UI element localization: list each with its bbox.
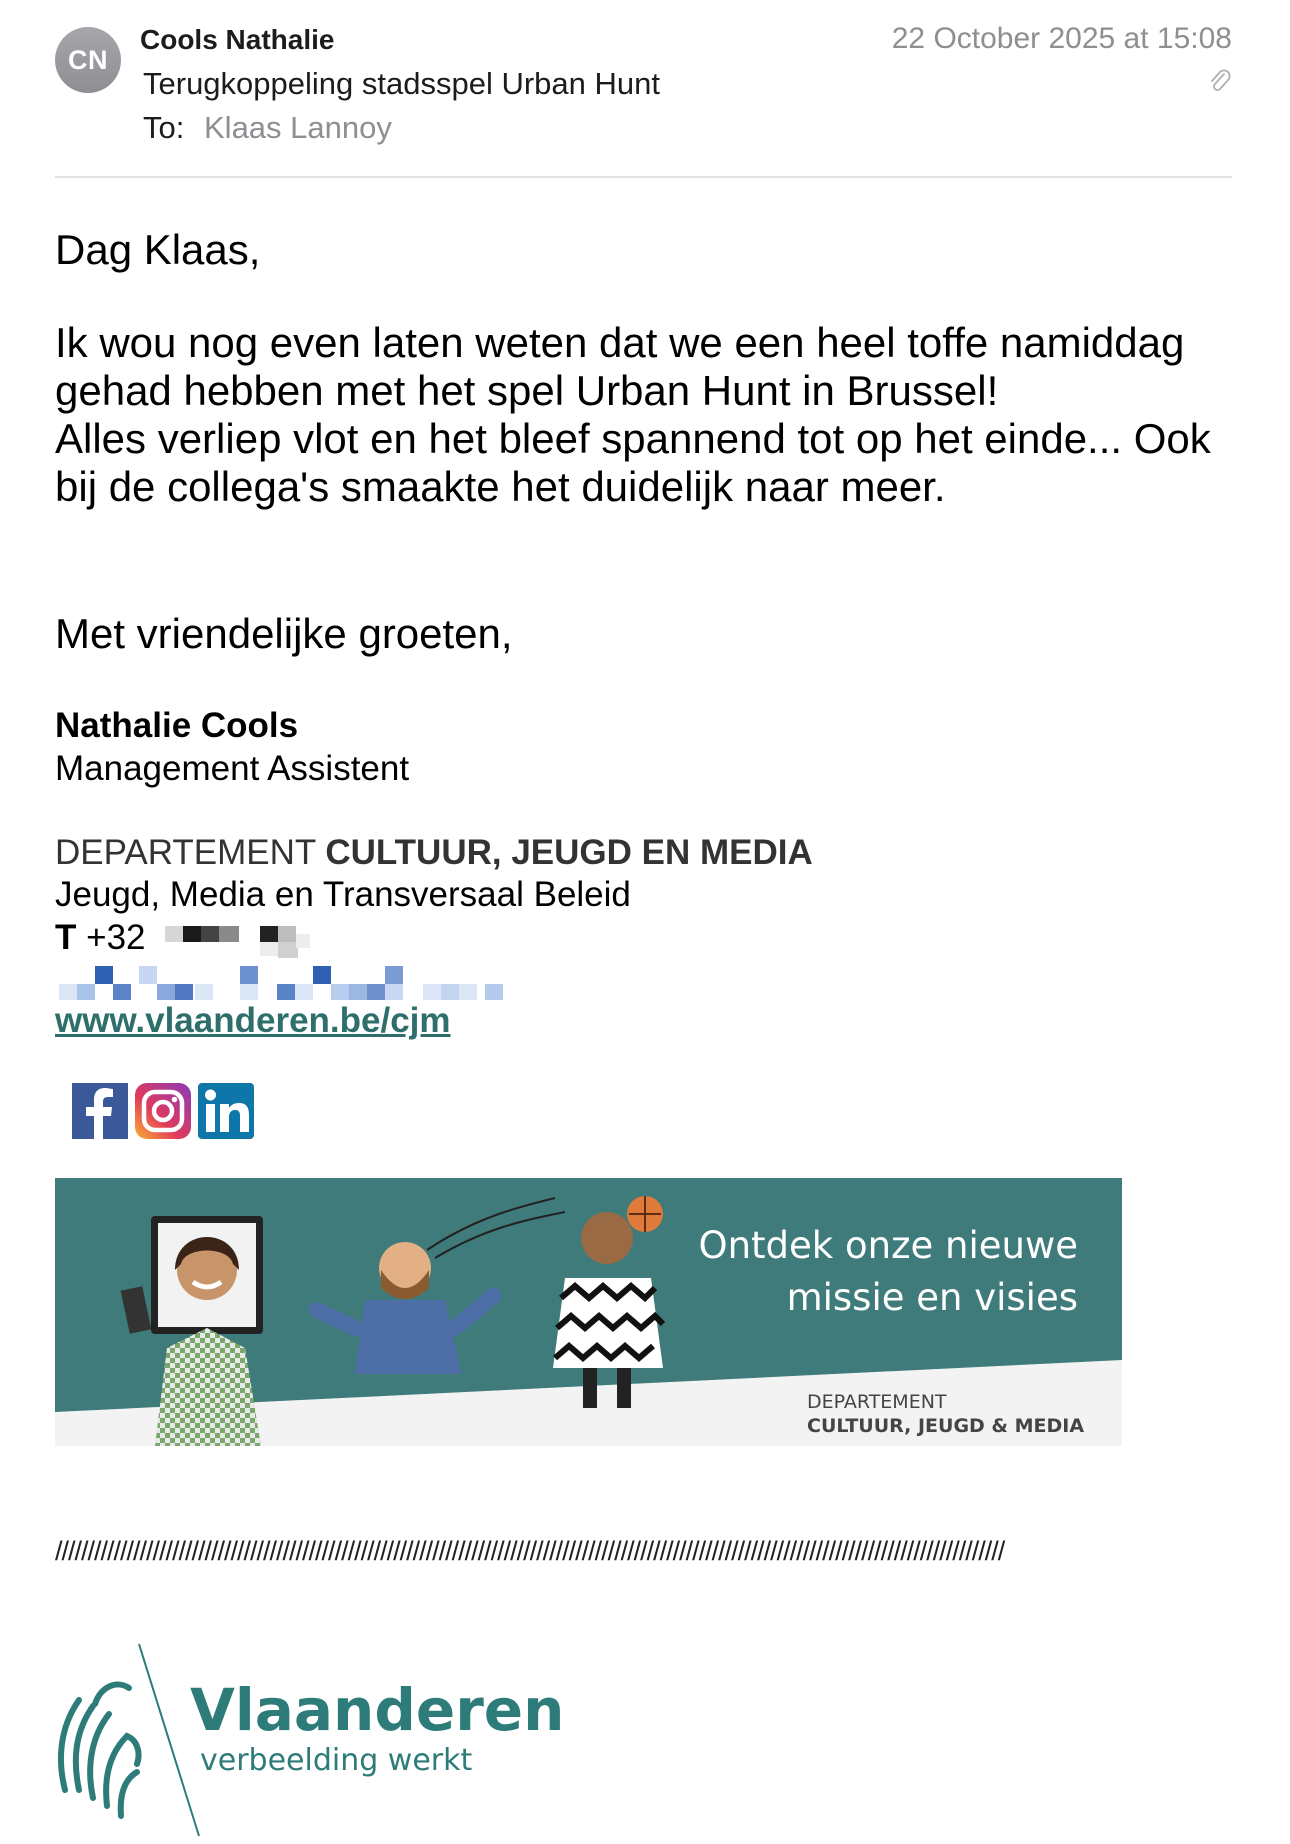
flemish-lion-icon [61,1685,139,1816]
redacted-email-link[interactable] [55,962,545,1004]
mission-banner[interactable] [55,1178,1122,1446]
logo-wordmark: Vlaanderen [190,1676,565,1744]
website-link[interactable]: www.vlaanderen.be/cjm [55,1001,451,1040]
recipient-name[interactable]: Klaas Lannoy [204,110,392,145]
signature-department [55,833,813,873]
phone-label: T [55,918,77,957]
signature-role: Management Assistent [55,749,410,788]
message-paragraph [55,319,1255,511]
message-line: gehad hebben met het spel Urban Hunt in Brussel! [55,367,999,414]
redacted-phone-number [155,920,355,960]
message-line: Alles verliep vlot en het bleef spannend tot op het einde... Ook [55,415,1211,462]
signature-subdepartment: Jeugd, Media en Transversaal Beleid [55,875,631,914]
greeting: Dag Klaas, [55,226,261,273]
department-name: CULTUUR, JEUGD EN MEDIA [325,833,813,872]
phone-prefix: +32 [86,918,146,957]
instagram-icon[interactable] [135,1083,191,1139]
banner-dept-line-2: CULTUUR, JEUGD & MEDIA [807,1415,1085,1437]
separator-slashes: ////////////////////////////////////////////////////////////////////////////////////////////////////////////////////////////////////////////////// [55,1536,1005,1566]
closing: Met vriendelijke groeten, [55,610,513,657]
vlaanderen-logo[interactable] [55,1640,565,1840]
signature-name: Nathalie Cools [55,706,299,745]
message-line: Ik wou nog even laten weten dat we een heel toffe namiddag [55,319,1185,366]
avatar: CN [55,27,121,93]
paperclip-icon[interactable] [1208,68,1232,96]
signature-phone[interactable] [55,918,355,960]
linkedin-icon[interactable] [198,1083,254,1139]
header-divider [55,176,1232,178]
email-date: 22 October 2025 at 15:08 [891,22,1232,55]
banner-headline-2: missie en visies [786,1276,1078,1319]
logo-tagline: verbeelding werkt [200,1743,473,1778]
to-label: To: [143,110,185,145]
message-line: bij de collega's smaakte het duidelijk naar meer. [55,463,946,510]
banner-dept-line-1: DEPARTEMENT [807,1391,947,1413]
department-prefix: DEPARTEMENT [55,833,316,872]
sender-name[interactable]: Cools Nathalie [140,24,335,55]
email-subject: Terugkoppeling stadsspel Urban Hunt [143,66,660,101]
banner-headline-1: Ontdek onze nieuwe [698,1224,1078,1267]
facebook-icon[interactable] [72,1083,128,1139]
